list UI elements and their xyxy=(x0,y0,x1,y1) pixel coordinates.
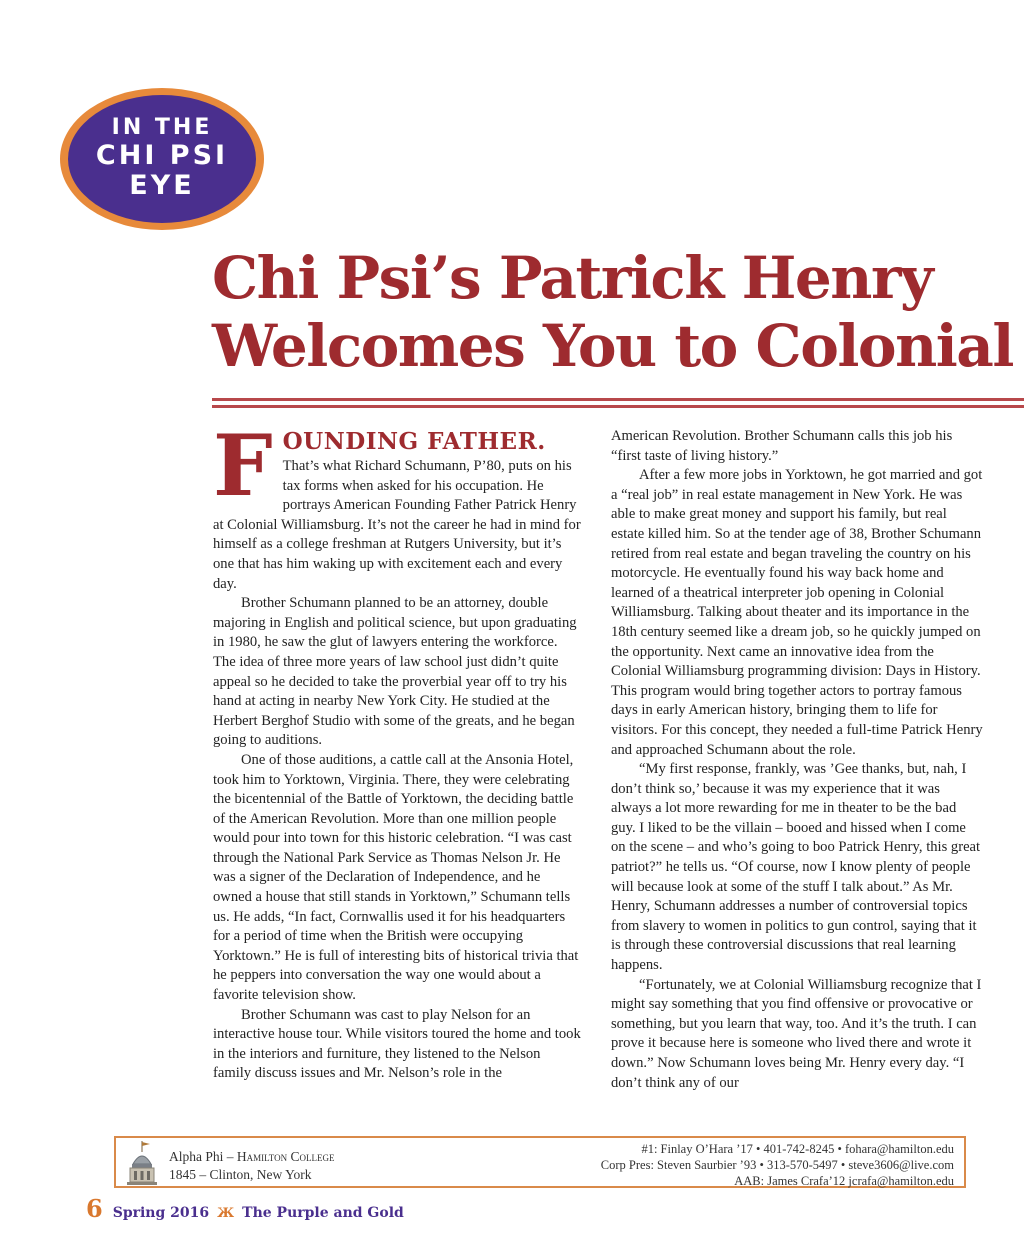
article-headline xyxy=(212,244,1024,380)
article-column-left xyxy=(213,416,581,1084)
issue-label: Spring 2016 xyxy=(112,1205,210,1221)
chapter-college: Hamilton College xyxy=(236,1149,335,1164)
paragraph: That’s what Richard Schumann, P’80, puts on his tax forms when asked for his occupation. He portrays American Founding Father Patrick Henry at Colonial Williamsburg. It’s not the career he had in mind for himself as a college freshman at Rutgers University, but it’s one that has him waking up with excitement each and every day. xyxy=(213,458,581,592)
headline-rules xyxy=(212,398,1024,412)
page-number: 6 xyxy=(86,1194,103,1223)
chapter-dash: – xyxy=(223,1149,237,1164)
chapter-identity xyxy=(169,1148,335,1184)
rule-top xyxy=(212,398,1024,401)
paragraph: American Revolution. Brother Schumann calls this job his “first taste of living history.” xyxy=(611,428,953,464)
chapter-name-line xyxy=(169,1148,335,1166)
paragraph: Brother Schumann planned to be an attorney, double majoring in English and political science, but upon graduating in 1980, he saw the glut of lawyers entering the workforce. The idea of three more years of law school just didn’t quite appeal so he decided to take the proverbial year off to try his hand at acting in nearby New York City. He studied at the Herbert Berghof Studio with some of the greats, and he began going to auditions. xyxy=(213,595,577,749)
paragraph: One of those auditions, a cattle call at the Ansonia Hotel, took him to Yorktown, Virginia. There, they were celebrating the bicentennial of the Battle of Yorktown, the deciding battle of the American Revolution. More than one million people would pour into town for this historic celebration. “I was cast through the National Park Service as Thomas Nelson Jr. He was a signer of the Declaration of Independence, and he owned a house that still stands in Yorktown,” Schumann tells us. He adds, “In fact, Cornwallis used it for his headquarters for a period of time when the British were occupying Yorktown.” He is full of interesting bits of historical trivia that he peppers into conversation the way one would about a favorite television show. xyxy=(213,751,579,1004)
paragraph: “Fortunately, we at Colonial Williamsburg recognize that I might say something that you find offensive or provocative or something, but you learn that way, too. And it’s the truth. I can prove it because here is someone who lived there and wrote it down.” Now Schumann loves being Mr. Henry every day. “I don’t think any of our xyxy=(611,976,982,1091)
rule-bottom xyxy=(212,405,1024,408)
headline-line-1: Chi Psi’s Patrick Henry xyxy=(212,244,933,312)
article-column-right xyxy=(611,427,983,1093)
article-kicker: OUNDING FATHER. xyxy=(282,428,546,455)
page-footer xyxy=(86,1194,404,1223)
chapter-name: Alpha Phi xyxy=(169,1149,224,1164)
chapter-founded: 1845 – Clinton, New York xyxy=(169,1167,312,1182)
contact-line: #1: Finlay O’Hara ’17 • 401-742-8245 • fohara@hamilton.edu xyxy=(641,1142,954,1156)
badge-line-1: IN THE xyxy=(111,115,213,141)
contact-line: Corp Pres: Steven Saurbier ’93 • 313-570-5497 • steve3606@live.com xyxy=(600,1158,954,1172)
paragraph: After a few more jobs in Yorktown, he got married and got a “real job” in real estate management in New York. He was able to make great money and support his family, but real estate killed him. So at the tender age of 38, Brother Schumann retired from real estate and began traveling the country on his motorcycle. He eventually found his way back home and learned of a theatrical interpreter job opening in Colonial Williamsburg. Talking about theater and its importance in the 18th century seemed like a dream job, so he quickly jumped on the opportunity. Next came an innovative idea from the Colonial Williamsburg programming division: Days in History. This program would bring together actors to portray famous days in early American history, bringing them to life for visitors. For this concept, they needed a full-time Patrick Henry and approached Schumann about the role. xyxy=(611,467,983,758)
drop-cap: F xyxy=(213,416,273,515)
headline-line-2: Welcomes You to Colonial xyxy=(212,312,1013,380)
section-badge xyxy=(60,88,264,230)
paragraph: “My first response, frankly, was ’Gee thanks, but, nah, I don’t think so,’ because it was my experience that it was always a lot more rewarding for me in theater to be the bad guy. I liked to be the villain – booed and hissed when I come on the scene – and who’s going to boo Patrick Henry, this great patriot?” he tells us. “Of course, now I know plenty of people will because look at some of the stuff I talk about.” As Mr. Henry, Schumann addresses a number of controversial topics from slavery to women in politics to gun control, saying that it is through these controversial discussions that real learning happens. xyxy=(611,761,981,974)
chapel-dome-icon xyxy=(124,1140,160,1186)
paragraph: Brother Schumann was cast to play Nelson for an interactive house tour. While visitors toured the home and took in the interiors and furniture, they listened to the Nelson family discuss issues and Mr. Nelson’s role in the xyxy=(213,1006,581,1082)
badge-line-3: EYE xyxy=(129,170,195,202)
chapter-info-box xyxy=(114,1136,966,1188)
section-badge-inner xyxy=(68,95,256,223)
badge-line-2: CHI PSI xyxy=(95,140,229,172)
fraternity-emblem-icon: Ж xyxy=(217,1206,235,1221)
publication-title: The Purple and Gold xyxy=(242,1205,404,1221)
contact-line: AAB: James Crafa’12 jcrafa@hamilton.edu xyxy=(734,1174,954,1188)
chapter-contacts xyxy=(601,1141,954,1189)
